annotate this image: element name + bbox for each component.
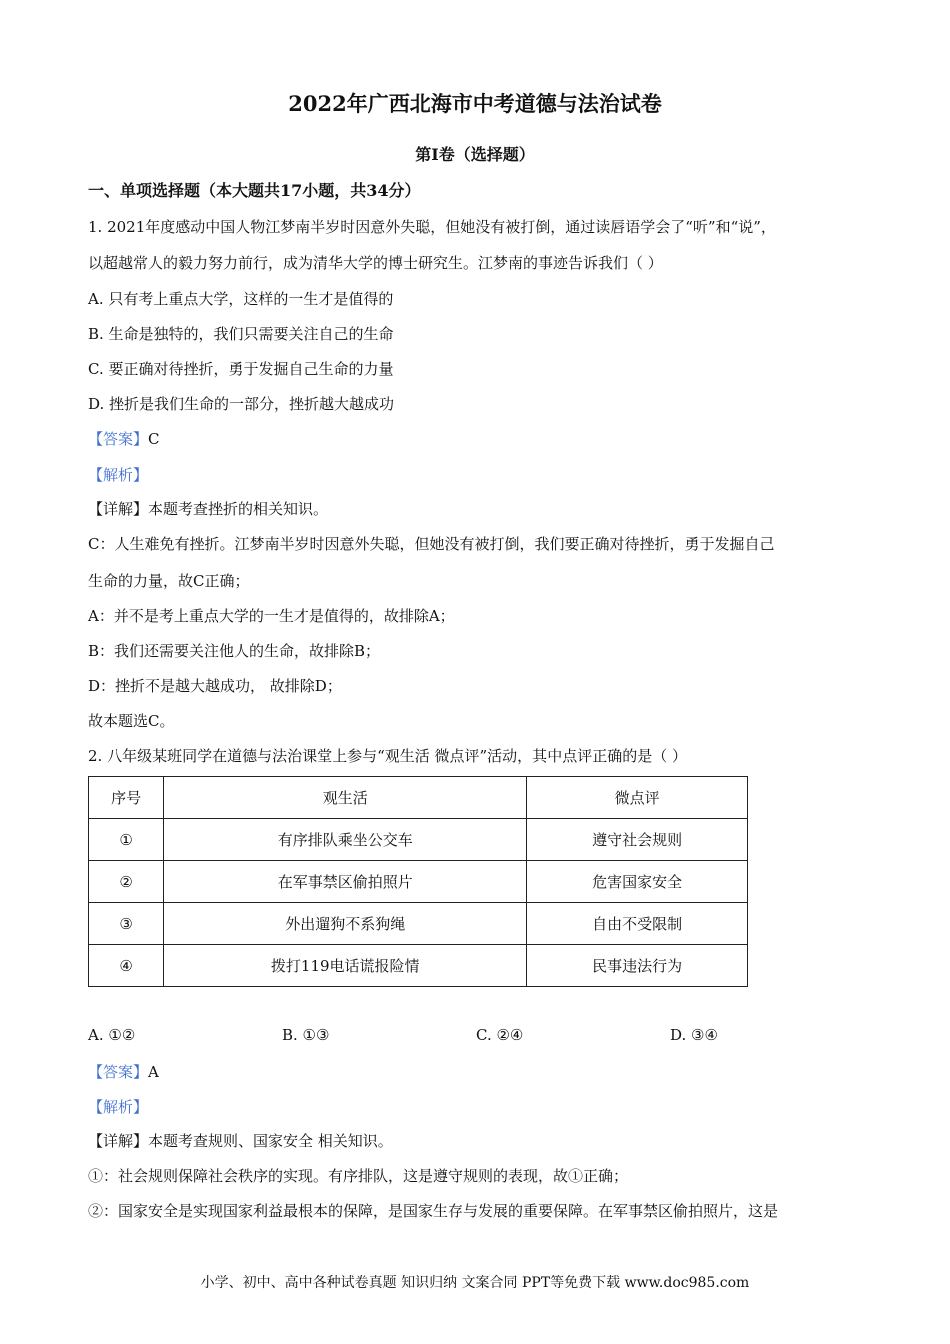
table-header-cell: 序号: [89, 777, 164, 819]
q1-option-a: A. 只有考上重点大学，这样的一生才是值得的: [88, 290, 394, 308]
q2-explain-line: ①：社会规则保障社会秩序的实现。有序排队，这是遵守规则的表现，故①正确；: [88, 1167, 629, 1185]
q1-answer: [88, 428, 160, 449]
section-heading: 一、单项选择题（本大题共17小题，共34分）: [88, 181, 421, 200]
table-row: [89, 819, 748, 861]
q2-option-b: B. ①③: [282, 1026, 330, 1044]
q1-explain-line: B：我们还需要关注他人的生命，故排除B；: [88, 642, 381, 660]
table-cell: 在军事禁区偷拍照片: [164, 861, 527, 903]
table-row: [89, 861, 748, 903]
q1-stem-line1: 1. 2021年度感动中国人物江梦南半岁时因意外失聪，但她没有被打倒，通过读唇语学会了“听”和“说”，: [88, 218, 776, 236]
table-cell: 有序排队乘坐公交车: [164, 819, 527, 861]
table-cell: 民事违法行为: [527, 945, 748, 987]
q1-explain-line: A：并不是考上重点大学的一生才是值得的，故排除A；: [88, 607, 455, 625]
q2-option-a: A. ①②: [88, 1026, 136, 1044]
document-title: 2022年广西北海市中考道德与法治试卷: [288, 91, 662, 116]
q1-detail: 【详解】本题考查挫折的相关知识。: [88, 500, 329, 518]
q2-analysis-label: 【解析】: [88, 1098, 149, 1116]
q2-answer: [88, 1061, 159, 1082]
answer-label: 【答案】: [88, 1063, 149, 1081]
answer-value: A: [148, 1063, 159, 1081]
q1-analysis-label: 【解析】: [88, 466, 149, 484]
table-cell: 自由不受限制: [527, 903, 748, 945]
table-cell: ④: [89, 945, 164, 987]
q2-table: [88, 776, 748, 987]
page-footer: 小学、初中、高中各种试卷真题 知识归纳 文案合同 PPT等免费下载 www.doc985.com: [200, 1275, 750, 1291]
q1-option-d: D. 挫折是我们生命的一部分，挫折越大越成功: [88, 395, 395, 413]
q1-explain-line: 故本题选C。: [88, 712, 175, 730]
document-subtitle: 第I卷（选择题）: [415, 145, 535, 164]
table-cell: ①: [89, 819, 164, 861]
q2-option-c: C. ②④: [476, 1026, 524, 1044]
q1-option-c: C. 要正确对待挫折，勇于发掘自己生命的力量: [88, 360, 394, 378]
table-cell: ③: [89, 903, 164, 945]
q1-option-b: B. 生命是独特的，我们只需要关注自己的生命: [88, 325, 394, 343]
q1-stem-line2: 以超越常人的毅力努力前行，成为清华大学的博士研究生。江梦南的事迹告诉我们（ ）: [88, 254, 663, 272]
q1-explain-line: 生命的力量，故C正确；: [88, 572, 250, 590]
table-cell: ②: [89, 861, 164, 903]
table-header-cell: 微点评: [527, 777, 748, 819]
table-cell: 拨打119电话谎报险情: [164, 945, 527, 987]
q1-explain-line: C：人生难免有挫折。江梦南半岁时因意外失聪，但她没有被打倒，我们要正确对待挫折，勇于发掘自己: [88, 535, 775, 553]
q2-detail: 【详解】本题考查规则、国家安全 相关知识。: [88, 1132, 393, 1150]
table-row: [89, 903, 748, 945]
table-row: [89, 945, 748, 987]
q1-explain-line: D：挫折不是越大越成功， 故排除D；: [88, 677, 342, 695]
table-header-cell: 观生活: [164, 777, 527, 819]
answer-value: C: [148, 430, 160, 448]
table-cell: 遵守社会规则: [527, 819, 748, 861]
table-cell: 危害国家安全: [527, 861, 748, 903]
q2-stem: 2. 八年级某班同学在道德与法治课堂上参与“观生活 微点评”活动，其中点评正确的是（ ）: [88, 747, 687, 765]
table-header-row: [89, 777, 748, 819]
answer-label: 【答案】: [88, 430, 149, 448]
table-cell: 外出遛狗不系狗绳: [164, 903, 527, 945]
q2-explain-line: ②：国家安全是实现国家利益最根本的保障，是国家生存与发展的重要保障。在军事禁区偷拍照片，这是: [88, 1202, 779, 1220]
q2-option-d: D. ③④: [670, 1026, 718, 1044]
